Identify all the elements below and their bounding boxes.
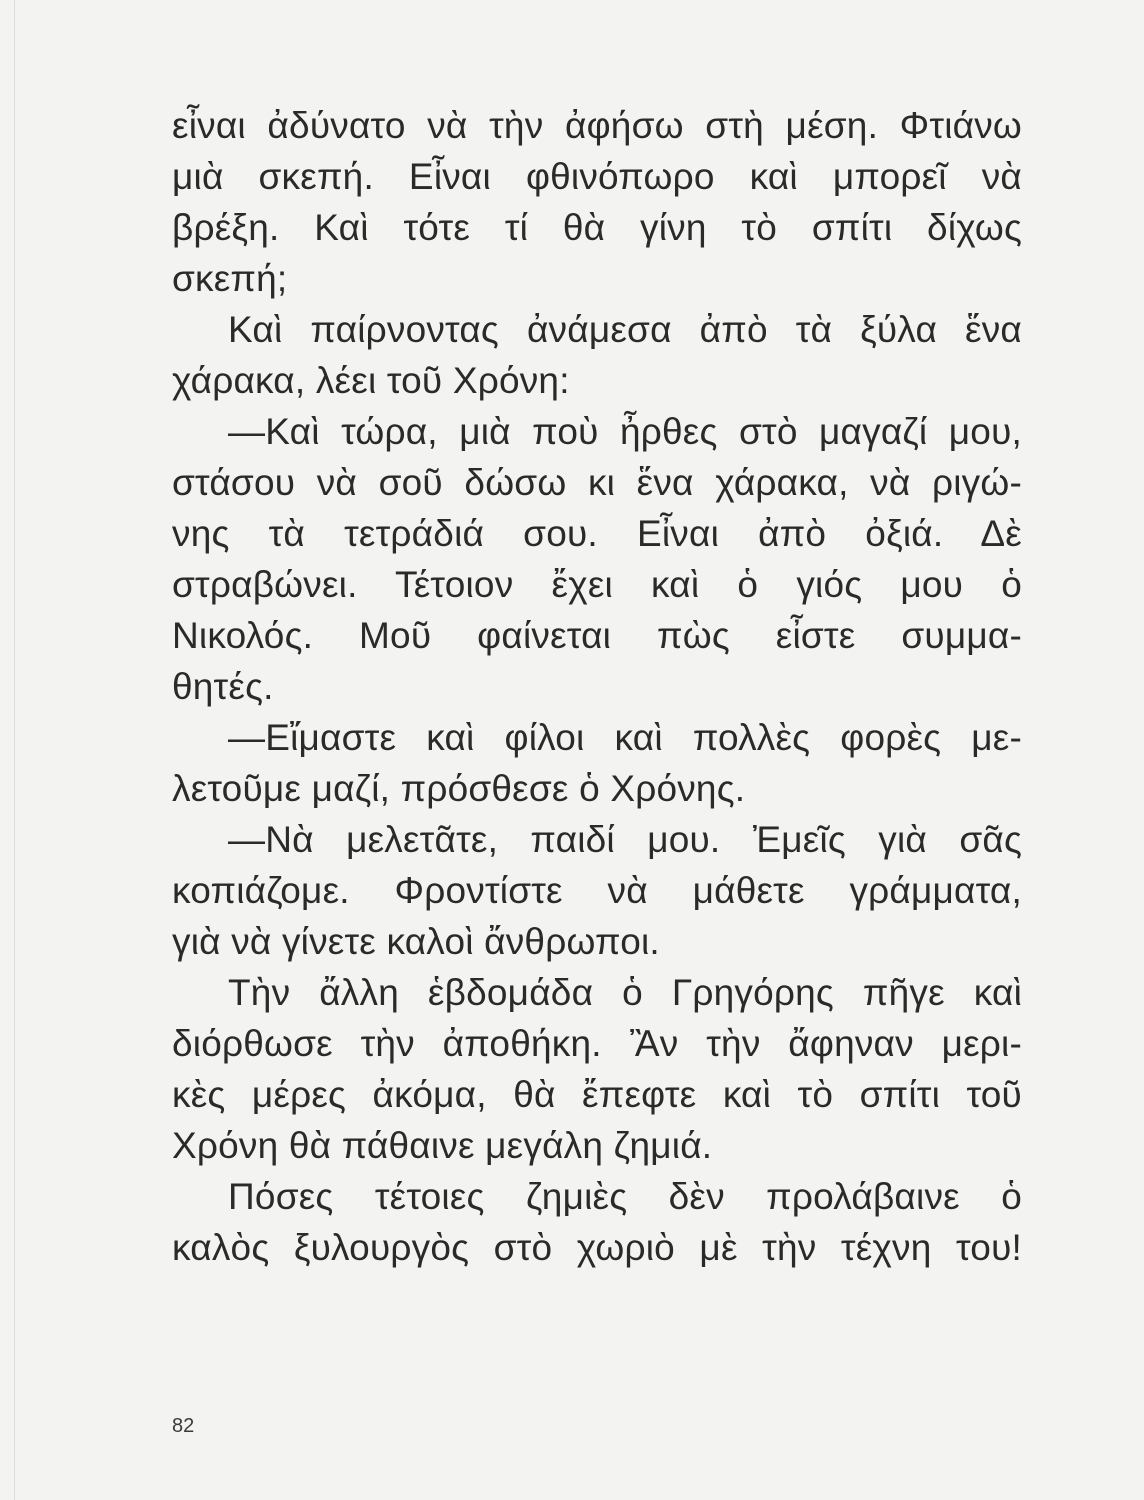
text-line: μιὰ σκεπή. Εἶναι φθινόπωρο καὶ μπορεῖ νὰ (172, 156, 1022, 197)
text-line: —Εἴμαστε καὶ φίλοι καὶ πολλὲς φορὲς με- (228, 717, 1022, 758)
text-line: κὲς μέρες ἀκόμα, θὰ ἔπεφτε καὶ τὸ σπίτι τοῦ (172, 1074, 1022, 1115)
text-line: διόρθωσε τὴν ἀποθήκη. Ἂν τὴν ἄφηναν μερι- (172, 1023, 1022, 1064)
text-line: καλὸς ξυλουργὸς στὸ χωριὸ μὲ τὴν τέχνη του! (172, 1227, 1022, 1268)
text-line: νης τὰ τετράδιά σου. Εἶναι ἀπὸ ὀξιά. Δὲ (172, 513, 1022, 554)
page-number: 82 (172, 1415, 195, 1437)
text-line: γιὰ νὰ γίνετε καλοὶ ἄνθρωποι. (172, 921, 660, 962)
text-line: Χρόνη θὰ πάθαινε μεγάλη ζημιά. (172, 1125, 713, 1166)
text-line: —Καὶ τώρα, μιὰ ποὺ ἦρθες στὸ μαγαζί μου, (228, 411, 1022, 452)
text-line: εἶναι ἀδύνατο νὰ τὴν ἀφήσω στὴ μέση. Φτιάνω (172, 105, 1022, 146)
text-line: θητές. (172, 666, 274, 707)
text-line: βρέξη. Καὶ τότε τί θὰ γίνη τὸ σπίτι δίχως (172, 207, 1022, 248)
text-line: στραβώνει. Τέτοιον ἔχει καὶ ὁ γιός μου ὁ (172, 564, 1022, 605)
text-line: στάσου νὰ σοῦ δώσω κι ἕνα χάρακα, νὰ ριγώ- (172, 462, 1022, 503)
text-line: λετοῦμε μαζί, πρόσθεσε ὁ Χρόνης. (172, 768, 746, 809)
text-line: Νικολός. Μοῦ φαίνεται πὼς εἶστε συμμα- (172, 615, 1022, 656)
text-line: χάρακα, λέει τοῦ Χρόνη: (172, 360, 570, 401)
text-line: Καὶ παίρνοντας ἀνάμεσα ἀπὸ τὰ ξύλα ἕνα (228, 309, 1022, 350)
text-line: Πόσες τέτοιες ζημιὲς δὲν προλάβαινε ὁ (228, 1176, 1022, 1217)
text-line: —Νὰ μελετᾶτε, παιδί μου. Ἐμεῖς γιὰ σᾶς (228, 819, 1022, 860)
text-line: σκεπή; (172, 258, 288, 299)
text-line: κοπιάζομε. Φροντίστε νὰ μάθετε γράμματα, (172, 870, 1022, 911)
text-line: Τὴν ἄλλη ἑβδομάδα ὁ Γρηγόρης πῆγε καὶ (228, 972, 1022, 1013)
